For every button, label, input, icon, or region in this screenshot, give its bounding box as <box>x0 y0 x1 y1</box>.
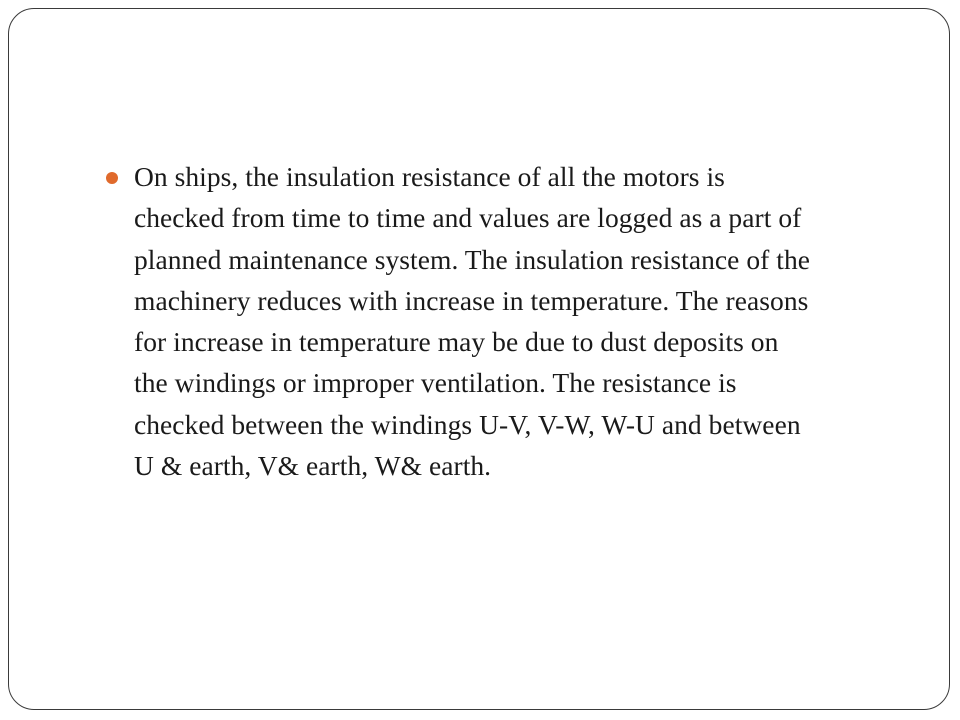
paragraph-line: checked from time to time and values are logged as a part of <box>134 202 802 234</box>
paragraph-line: planned maintenance system. The insulation resistance of the <box>134 243 811 275</box>
bullet-icon <box>106 172 118 184</box>
paragraph-line: the windings or improper ventilation. The resistance is <box>134 367 737 399</box>
slide-body <box>106 156 906 486</box>
paragraph-line: machinery reduces with increase in temperature. The reasons <box>134 284 809 316</box>
bullet-paragraph <box>134 156 869 486</box>
paragraph-line: On ships, the insulation resistance of all the motors is <box>134 161 725 192</box>
paragraph-line: for increase in temperature may be due to dust deposits on <box>134 326 779 358</box>
paragraph-line: checked between the windings U-V, V-W, W-U and between <box>134 408 801 440</box>
bullet-item <box>106 156 906 486</box>
paragraph-line: U & earth, V& earth, W& earth. <box>134 450 492 482</box>
